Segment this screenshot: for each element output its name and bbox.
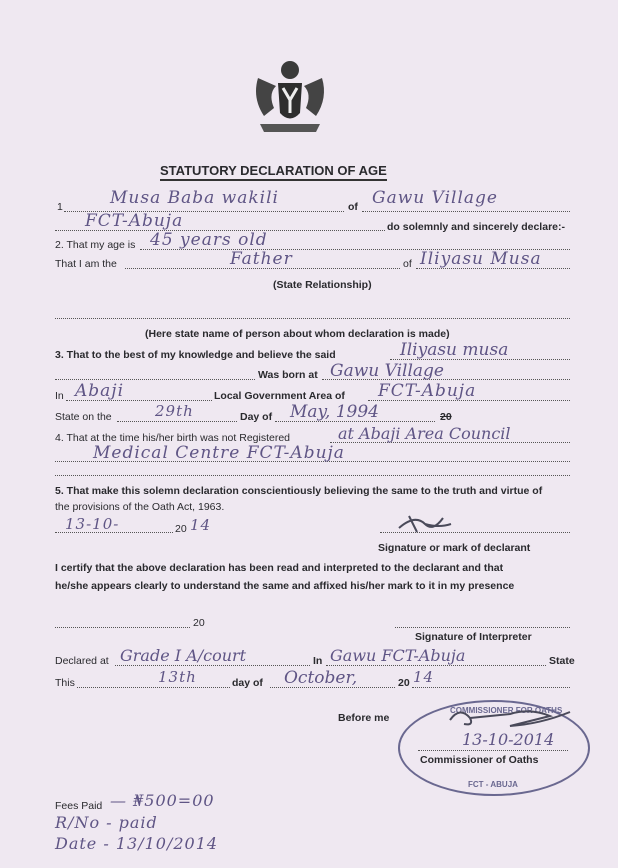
declaration-date: 13-10- xyxy=(65,515,120,533)
declared-in-value: Gawu FCT-Abuja xyxy=(330,646,466,665)
in-label-2: In xyxy=(313,655,323,667)
birth-day: 29th xyxy=(155,402,194,420)
day-of-label-2: day of xyxy=(232,677,263,689)
item-number-1: 1 xyxy=(57,201,63,213)
stamp-bottom-text: FCT - ABUJA xyxy=(468,780,518,789)
state-on-label: State on the xyxy=(55,411,112,423)
receipt-number: R/No - paid xyxy=(55,813,158,832)
birth-month-year: May, 1994 xyxy=(290,402,379,422)
day-of-label: Day of xyxy=(240,411,273,423)
year-prefix-2: 20 xyxy=(175,523,187,535)
declarant-age: 45 years old xyxy=(150,230,268,250)
commissioner-label: Commissioner of Oaths xyxy=(420,754,539,766)
year-prefix-3: 20 xyxy=(193,617,205,629)
subject-name: Iliyasu Musa xyxy=(420,249,542,269)
declared-year: 14 xyxy=(413,668,435,686)
declarant-name: Musa Baba wakili xyxy=(110,188,279,208)
paragraph-5-line-2: the provisions of the Oath Act, 1963. xyxy=(55,501,225,513)
in-label: In xyxy=(55,390,64,402)
commissioner-date: 13-10-2014 xyxy=(462,730,555,749)
commissioner-signature xyxy=(440,702,580,730)
of-label-2: of xyxy=(403,258,412,270)
paragraph-5-line-1: 5. That make this solemn declaration conscientiously believing the same to the truth and virtue of xyxy=(55,485,543,497)
born-at-label: Was born at xyxy=(258,369,318,381)
relationship-value: Father xyxy=(230,249,293,269)
declare-text: do solemnly and sincerely declare:- xyxy=(387,221,565,233)
fees-date: Date - 13/10/2014 xyxy=(55,834,219,853)
state-relationship-hint: (State Relationship) xyxy=(273,279,372,291)
lga-label: Local Government Area of xyxy=(214,390,345,402)
coat-of-arms-emblem xyxy=(250,58,330,140)
fees-paid-label: Fees Paid xyxy=(55,800,103,812)
signature-interpreter-label: Signature of Interpreter xyxy=(415,631,532,643)
declarant-signature xyxy=(395,510,455,534)
year-prefix: 20 xyxy=(440,411,452,423)
subject-name-2: Iliyasu musa xyxy=(400,340,509,360)
of-label: of xyxy=(348,201,358,213)
document-title: STATUTORY DECLARATION OF AGE xyxy=(160,163,387,181)
paragraph-3: 3. That to the best of my knowledge and believe the said xyxy=(55,349,336,361)
fees-amount: — ₦500=00 xyxy=(110,791,215,810)
certify-line-1: I certify that the above declaration has been read and interpreted to the declarant and that xyxy=(55,562,504,574)
birth-place: Gawu Village xyxy=(330,361,444,381)
relationship-label: That I am the xyxy=(55,258,117,270)
birth-town: Abaji xyxy=(75,381,125,401)
declared-month: October, xyxy=(284,668,358,688)
state-label: State xyxy=(549,655,575,667)
registration-place: at Abaji Area Council xyxy=(338,424,511,443)
lga-value: FCT-Abuja xyxy=(378,381,477,401)
age-label: 2. That my age is xyxy=(55,239,136,251)
declarant-place: FCT-Abuja xyxy=(85,211,184,231)
paragraph-4: 4. That at the time his/her birth was not Registered xyxy=(55,432,291,444)
state-name-hint: (Here state name of person about whom declaration is made) xyxy=(145,328,450,340)
certify-line-2: he/she appears clearly to understand the same and affixed his/her mark to it in my presence xyxy=(55,580,515,592)
declaration-year: 14 xyxy=(190,516,212,534)
declarant-village: Gawu Village xyxy=(372,188,498,208)
year-prefix-4: 20 xyxy=(398,677,410,689)
registration-place-2: Medical Centre FCT-Abuja xyxy=(93,443,345,463)
stamp-top-text: COMMISSIONER FOR OATHS xyxy=(450,706,563,715)
this-label: This xyxy=(55,677,75,689)
signature-declarant-label: Signature or mark of declarant xyxy=(378,542,531,554)
before-me-label: Before me xyxy=(338,712,390,724)
declared-at-value: Grade I A/court xyxy=(120,646,247,665)
declared-day: 13th xyxy=(158,668,197,686)
declared-at-label: Declared at xyxy=(55,655,109,667)
